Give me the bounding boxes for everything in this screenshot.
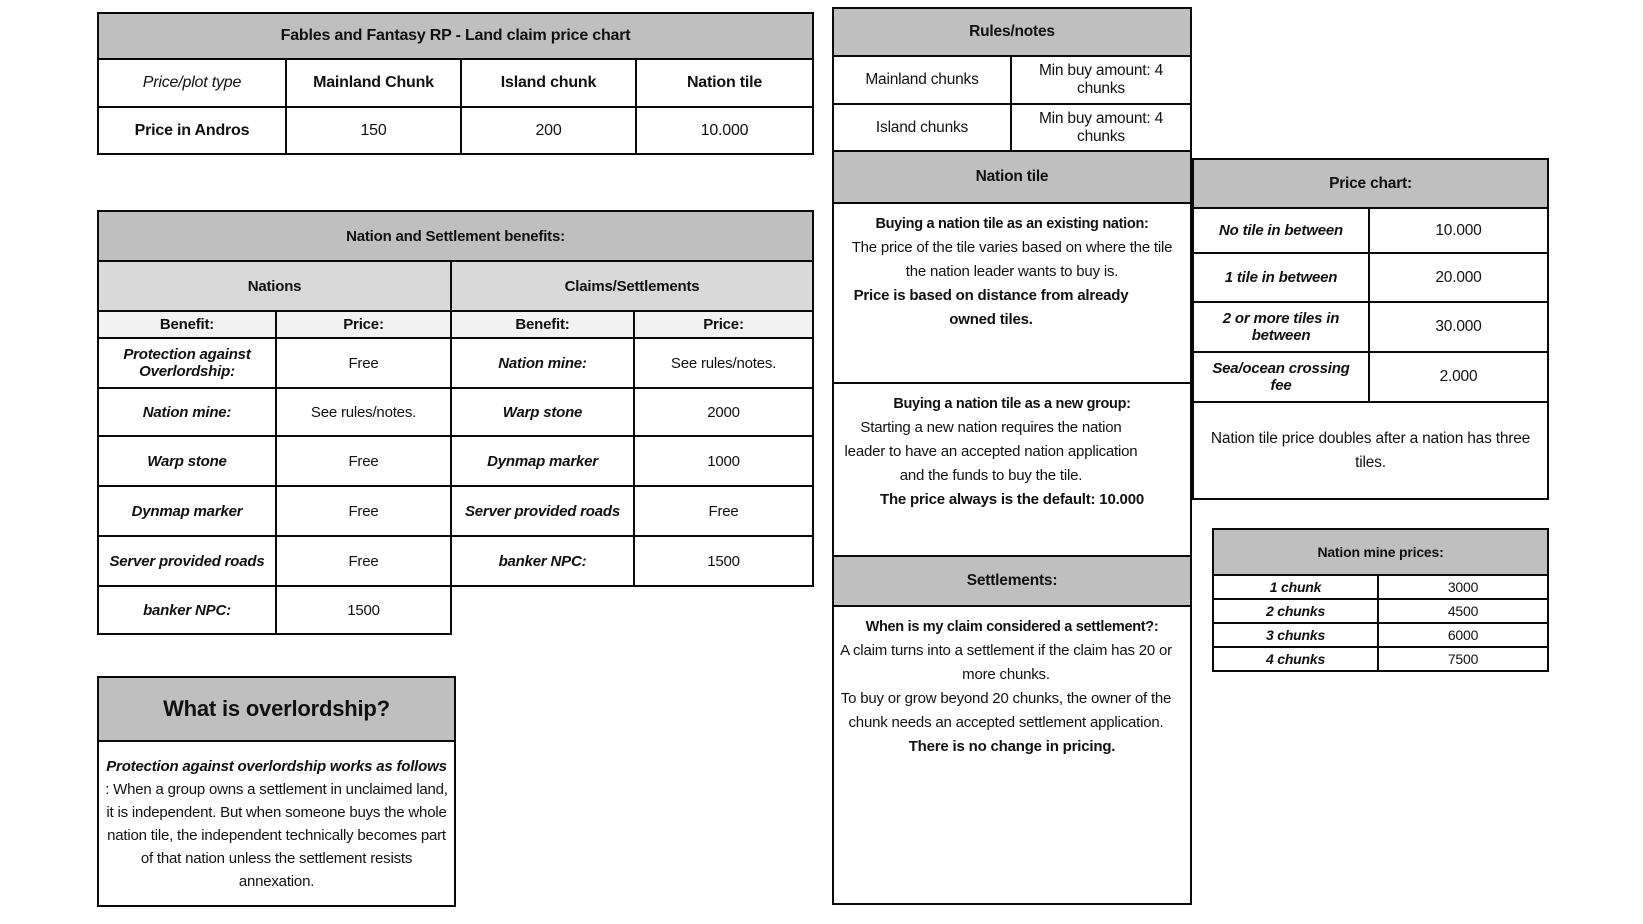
benefit-label: Warp stone (451, 388, 634, 436)
table-row (1193, 302, 1548, 352)
settlements-title: Settlements: (833, 556, 1191, 606)
empty-cell (634, 586, 813, 634)
mine-price-value: 6000 (1378, 623, 1548, 647)
benefit-price: See rules/notes. (634, 338, 813, 388)
table-row (833, 56, 1191, 104)
settlements-emphasis: There is no change in pricing. (908, 738, 1116, 755)
table-row (98, 486, 813, 536)
new-group-body: Starting a new nation requires the nation leader to have an accepted nation application and the funds to buy the tile. (844, 419, 1138, 484)
table-row (1193, 253, 1548, 302)
benefit-price: Free (634, 486, 813, 536)
price-nation-tile: 10.000 (636, 107, 813, 154)
existing-nation-heading: Buying a nation tile as an existing nation: (875, 216, 1149, 232)
benefit-label: Server provided roads (451, 486, 634, 536)
table-row (1193, 208, 1548, 253)
benefit-price: Free (276, 486, 451, 536)
claims-benefit-header: Benefit: (451, 311, 634, 338)
table-row (98, 436, 813, 486)
benefit-price: 1500 (634, 536, 813, 586)
table-row (1213, 575, 1548, 599)
table-row (98, 388, 813, 436)
benefit-label: Server provided roads (98, 536, 276, 586)
row-label-price-in-andros: Price in Andros (98, 107, 286, 154)
benefit-price: Free (276, 436, 451, 486)
col-header-mainland-chunk: Mainland Chunk (286, 59, 461, 107)
price-chart-label: 2 or more tiles in between (1193, 302, 1369, 352)
claims-price-header: Price: (634, 311, 813, 338)
benefit-label: banker NPC: (451, 536, 634, 586)
table-row (1213, 623, 1548, 647)
overlordship-text (98, 741, 455, 906)
mine-price-value: 3000 (1378, 575, 1548, 599)
benefits-table (97, 210, 814, 635)
mine-size-label: 1 chunk (1213, 575, 1378, 599)
price-chart-value: 10.000 (1369, 208, 1548, 253)
mine-price-value: 4500 (1378, 599, 1548, 623)
mine-size-label: 2 chunks (1213, 599, 1378, 623)
price-chart-label: Sea/ocean crossing fee (1193, 352, 1369, 402)
benefit-label: banker NPC: (98, 586, 276, 634)
table-row (98, 536, 813, 586)
overlordship-box (97, 676, 456, 907)
table-row (98, 338, 813, 388)
rules-label: Island chunks (833, 104, 1011, 151)
price-chart-label: 1 tile in between (1193, 253, 1369, 302)
benefit-price: 1000 (634, 436, 813, 486)
table-row (1193, 352, 1548, 402)
nations-price-header: Price: (276, 311, 451, 338)
nation-tile-new-group-text (833, 383, 1191, 556)
mine-size-label: 3 chunks (1213, 623, 1378, 647)
price-chart-table (1192, 158, 1549, 500)
col-header-price-plot-type: Price/plot type (98, 59, 286, 107)
rules-label: Mainland chunks (833, 56, 1011, 104)
col-header-island-chunk: Island chunk (461, 59, 636, 107)
price-chart-note (1193, 402, 1548, 499)
table-row (1213, 599, 1548, 623)
benefit-label: Warp stone (98, 436, 276, 486)
col-header-nation-tile: Nation tile (636, 59, 813, 107)
rules-value: Min buy amount: 4 chunks (1011, 104, 1191, 151)
price-chart-value: 20.000 (1369, 253, 1548, 302)
price-chart-value: 2.000 (1369, 352, 1548, 402)
table-row (98, 107, 813, 154)
benefit-label: Nation mine: (451, 338, 634, 388)
benefit-price: Free (276, 338, 451, 388)
benefit-label: Protection against Overlordship: (98, 338, 276, 388)
claims-subheader: Claims/Settlements (451, 261, 813, 311)
benefit-label: Dynmap marker (98, 486, 276, 536)
mine-price-value: 7500 (1378, 647, 1548, 671)
nation-mine-prices-table (1212, 528, 1549, 672)
nation-tile-existing-text (833, 203, 1191, 383)
nations-benefit-header: Benefit: (98, 311, 276, 338)
new-group-heading: Buying a nation tile as a new group: (893, 396, 1131, 412)
benefit-label: Nation mine: (98, 388, 276, 436)
benefits-title: Nation and Settlement benefits: (98, 211, 813, 261)
overlordship-body: : When a group owns a settlement in unclaimed land, it is independent. But when someone buys the whole nation tile, the independent technically becomes part of that nation unless the settlement resists annexation. (105, 780, 448, 890)
table-row (98, 586, 813, 634)
price-island-chunk: 200 (461, 107, 636, 154)
overlordship-title: What is overlordship? (98, 677, 455, 741)
benefit-price: 1500 (276, 586, 451, 634)
rules-nation-settlements-column (832, 7, 1192, 905)
nation-tile-title: Nation tile (833, 151, 1191, 203)
land-claim-table (97, 12, 814, 155)
existing-nation-body: The price of the tile varies based on where the tile the nation leader wants to buy is. (851, 239, 1173, 280)
price-mainland-chunk: 150 (286, 107, 461, 154)
existing-nation-emphasis: Price is based on distance from already owned tiles. (853, 287, 1129, 328)
price-chart-note-text: Nation tile price doubles after a nation has three tiles. (1210, 429, 1531, 471)
table-row (833, 104, 1191, 151)
benefit-price: See rules/notes. (276, 388, 451, 436)
settlements-heading: When is my claim considered a settlement?: (865, 619, 1159, 635)
table-row (1213, 647, 1548, 671)
rules-value: Min buy amount: 4 chunks (1011, 56, 1191, 104)
settlements-text (833, 606, 1191, 904)
benefit-label: Dynmap marker (451, 436, 634, 486)
benefit-price: Free (276, 536, 451, 586)
price-chart-label: No tile in between (1193, 208, 1369, 253)
rules-notes-title: Rules/notes (833, 8, 1191, 56)
nation-mine-prices-title: Nation mine prices: (1213, 529, 1548, 575)
price-chart-title: Price chart: (1193, 159, 1548, 208)
empty-cell (451, 586, 634, 634)
nations-subheader: Nations (98, 261, 451, 311)
settlements-p1: A claim turns into a settlement if the claim has 20 or more chunks. (840, 642, 1172, 683)
benefit-price: 2000 (634, 388, 813, 436)
settlements-p2: To buy or grow beyond 20 chunks, the owner of the chunk needs an accepted settlement application. (840, 690, 1172, 731)
new-group-emphasis: The price always is the default: 10.000 (880, 491, 1144, 508)
overlordship-lead: Protection against overlordship works as follows (106, 757, 447, 775)
mine-size-label: 4 chunks (1213, 647, 1378, 671)
price-chart-value: 30.000 (1369, 302, 1548, 352)
land-claim-title: Fables and Fantasy RP - Land claim price chart (98, 13, 813, 59)
